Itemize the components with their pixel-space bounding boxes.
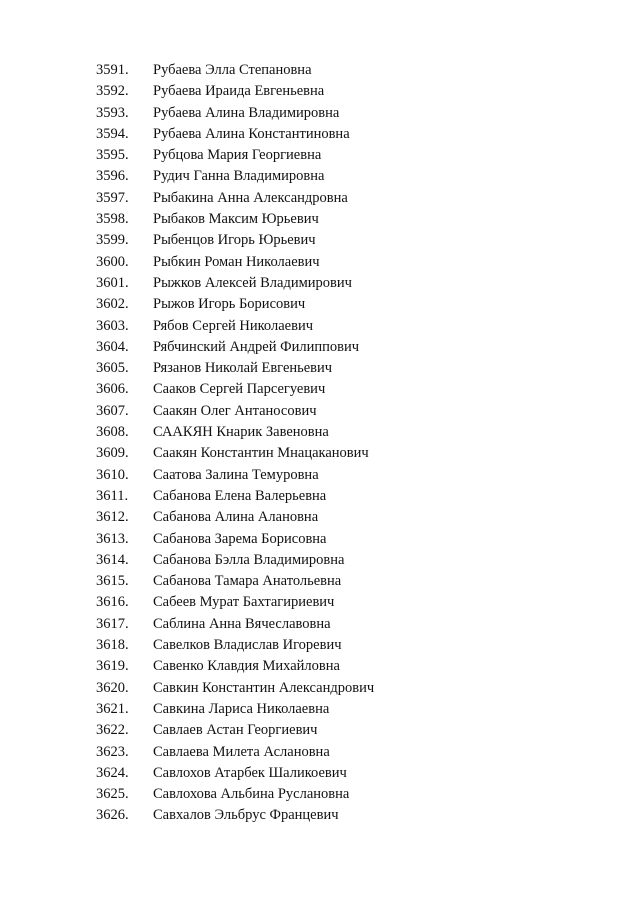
entry-number: 3602.	[96, 296, 129, 313]
list-item	[0, 507, 640, 528]
list-item	[0, 358, 640, 379]
entry-name: Рубаева Элла Степановна	[153, 62, 312, 78]
list-item	[0, 145, 640, 166]
list-item	[0, 316, 640, 337]
entry-name: Сабанова Бэлла Владимировна	[153, 551, 345, 568]
list-item	[0, 486, 640, 507]
entry-name: Савкина Лариса Николаевна	[153, 700, 330, 717]
entry-name: Рыбкин Роман Николаевич	[153, 253, 320, 270]
list-item	[0, 550, 640, 571]
list-item	[0, 443, 640, 464]
list-item	[0, 529, 640, 550]
entry-number: 3599.	[96, 232, 129, 249]
list-item	[0, 699, 640, 720]
list-item	[0, 401, 640, 422]
entry-name: Савлаева Милета Аслановна	[153, 743, 330, 760]
entry-name: Савлаев Астан Георгиевич	[153, 722, 318, 739]
list-item	[0, 678, 640, 699]
list-item	[0, 209, 640, 230]
entry-number: 3604.	[96, 338, 129, 355]
list-item	[0, 294, 640, 315]
entry-number: 3611.	[96, 487, 129, 504]
list-item	[0, 230, 640, 251]
list-item	[0, 337, 640, 358]
list-item	[0, 379, 640, 400]
list-item	[0, 124, 640, 145]
entry-name: Рыбакина Анна Александровна	[153, 189, 348, 206]
list-item	[0, 635, 640, 656]
list-item	[0, 763, 640, 784]
entry-name: Рыбаков Максим Юрьевич	[153, 211, 319, 228]
entry-name: Рязанов Николай Евгеньевич	[153, 360, 333, 377]
list-item	[0, 805, 640, 826]
entry-number: 3621.	[96, 700, 129, 717]
entry-name: Рудич Ганна Владимировна	[153, 168, 325, 185]
entry-name: Саатова Залина Темуровна	[153, 466, 319, 483]
entry-number: 3598.	[96, 211, 129, 228]
list-item	[0, 465, 640, 486]
list-item	[0, 273, 640, 294]
entry-number: 3619.	[96, 658, 129, 675]
list-item	[0, 60, 640, 81]
entry-number: 3608.	[96, 424, 129, 441]
entry-number: 3603.	[96, 317, 129, 334]
entry-number: 3614.	[96, 551, 129, 568]
list-item	[0, 656, 640, 677]
entry-number: 3592.	[96, 83, 129, 100]
entry-number: 3613.	[96, 530, 129, 547]
entry-name: Сабанова Зарема Борисовна	[153, 530, 327, 547]
entry-name: Сабеев Мурат Бахтагириевич	[153, 594, 335, 611]
name-list	[0, 60, 640, 827]
entry-name: СААКЯН Кнарик Завеновна	[153, 424, 329, 441]
list-item	[0, 742, 640, 763]
entry-number: 3597.	[96, 189, 129, 206]
list-item	[0, 592, 640, 613]
entry-name: Савенко Клавдия Михайловна	[153, 658, 340, 675]
entry-name: Савлохова Альбина Руслановна	[153, 786, 350, 803]
list-item	[0, 188, 640, 209]
entry-name: Рубаева Алина Константиновна	[153, 125, 350, 142]
entry-name: Рыжков Алексей Владимирович	[153, 274, 352, 291]
entry-name: Рыжов Игорь Борисович	[153, 296, 306, 313]
list-item	[0, 81, 640, 102]
entry-number: 3605.	[96, 360, 129, 377]
entry-number: 3616.	[96, 594, 129, 611]
entry-number: 3617.	[96, 615, 129, 632]
entry-name: Рубцова Мария Георгиевна	[153, 147, 322, 164]
entry-number: 3606.	[96, 381, 129, 398]
entry-number: 3625.	[96, 786, 129, 803]
entry-number: 3615.	[96, 573, 129, 590]
entry-number: 3623.	[96, 743, 129, 760]
list-item	[0, 614, 640, 635]
list-item	[0, 103, 640, 124]
list-item	[0, 252, 640, 273]
list-item	[0, 571, 640, 592]
entry-number: 3624.	[96, 764, 129, 781]
entry-number: 3594.	[96, 125, 129, 142]
list-item	[0, 720, 640, 741]
entry-name: Саакян Константин Мнацаканович	[153, 445, 369, 462]
entry-number: 3596.	[96, 168, 129, 185]
entry-name: Саакян Олег Антаносович	[153, 402, 317, 419]
entry-name: Сабанова Алина Алановна	[153, 509, 319, 526]
entry-number: 3600.	[96, 253, 129, 270]
list-item	[0, 784, 640, 805]
entry-number: 3609.	[96, 445, 129, 462]
entry-number: 3610.	[96, 466, 129, 483]
entry-name: Рубаева Ираида Евгеньевна	[153, 83, 325, 100]
entry-name: Савелков Владислав Игоревич	[153, 637, 342, 654]
entry-name: Савлохов Атарбек Шаликоевич	[153, 764, 347, 781]
entry-name: Савхалов Эльбрус Францевич	[153, 807, 339, 824]
entry-number: 3618.	[96, 637, 129, 654]
entry-name: Рыбенцов Игорь Юрьевич	[153, 232, 316, 249]
entry-number: 3595.	[96, 147, 129, 164]
entry-number: 3622.	[96, 722, 129, 739]
entry-name: Савкин Константин Александрович	[153, 679, 375, 696]
entry-name: Рябчинский Андрей Филиппович	[153, 338, 360, 355]
entry-number: 3626.	[96, 807, 129, 824]
entry-name: Саблина Анна Вячеславовна	[153, 615, 331, 632]
list-item	[0, 422, 640, 443]
entry-number: 3612.	[96, 509, 129, 526]
entry-name: Сабанова Елена Валерьевна	[153, 487, 327, 504]
entry-number: 3607.	[96, 402, 129, 419]
entry-name: Рубаева Алина Владимировна	[153, 104, 340, 121]
entry-name: Сабанова Тамара Анатольевна	[153, 573, 342, 590]
entry-number: 3591.	[96, 62, 129, 78]
entry-number: 3601.	[96, 274, 129, 291]
entry-number: 3593.	[96, 104, 129, 121]
entry-name: Рябов Сергей Николаевич	[153, 317, 313, 334]
entry-number: 3620.	[96, 679, 129, 696]
list-item	[0, 166, 640, 187]
entry-name: Сааков Сергей Парсегуевич	[153, 381, 326, 398]
